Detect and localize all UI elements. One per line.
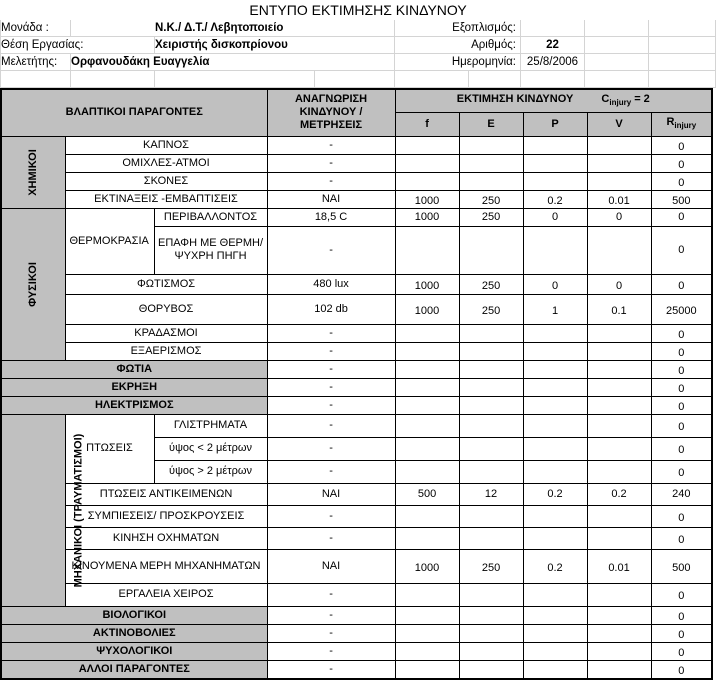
r-cell: 0 <box>651 136 712 154</box>
f-cell[interactable]: 1000 <box>395 294 459 324</box>
exoplismos-label: Εξοπλισμός: <box>395 20 521 37</box>
r-cell: 0 <box>651 583 712 606</box>
recognition-cell[interactable]: 18,5 C <box>267 208 395 226</box>
table-row <box>1 583 712 606</box>
recognition-cell[interactable]: ΝΑΙ <box>267 190 395 208</box>
table-row <box>1 606 712 624</box>
table-row <box>1 642 712 660</box>
table-row <box>1 414 712 437</box>
table-row <box>1 378 712 396</box>
header-r-sub: injury <box>674 121 697 131</box>
table-row <box>1 208 712 226</box>
recognition-cell[interactable]: - <box>267 624 395 642</box>
recognition-cell[interactable]: - <box>267 583 395 606</box>
imerominia-label: Ημερομηνία: <box>395 54 521 71</box>
factor-label: ΓΛΙΣΤΡΗΜΑΤΑ <box>154 414 267 437</box>
r-cell: 0 <box>651 437 712 460</box>
arithmos-label: Αριθμός: <box>395 37 521 54</box>
factor-label: ΑΚΤΙΝΟΒΟΛΙΕΣ <box>1 624 267 642</box>
recognition-cell[interactable]: - <box>267 437 395 460</box>
header-estimation-label: ΕΚΤΙΜΗΣΗ ΚΙΝΔΥΝΟΥ <box>456 92 574 105</box>
monada-value[interactable]: Ν.Κ./ Δ.Τ./ Λεβητοποιείο <box>71 20 395 37</box>
e-cell[interactable]: 250 <box>459 549 523 583</box>
r-cell: 0 <box>651 154 712 172</box>
v-cell[interactable]: 0 <box>587 274 651 294</box>
r-cell: 0 <box>651 378 712 396</box>
recognition-cell[interactable]: - <box>267 642 395 660</box>
thesi-value[interactable]: Χειριστής δισκοπρίονου <box>155 37 395 54</box>
p-cell[interactable]: 0 <box>523 274 587 294</box>
recognition-cell[interactable]: 102 db <box>267 294 395 324</box>
r-cell: 0 <box>651 527 712 549</box>
group-mechanical-label: ΜΗΧΑΝΙΚΟΙ (ΤΡΑΥΜΑΤΙΣΜΟΙ) <box>72 433 85 587</box>
p-cell[interactable]: 0.2 <box>523 483 587 505</box>
factor-label: ΦΩΤΙΣΜΟΣ <box>65 274 267 294</box>
v-cell[interactable]: 0.2 <box>587 483 651 505</box>
header-v: V <box>587 112 651 136</box>
r-cell: 0 <box>651 642 712 660</box>
factor-label: ΟΜΙΧΛΕΣ-ΑΤΜΟΙ <box>65 154 267 172</box>
r-cell: 0 <box>651 208 712 226</box>
table-row <box>1 294 712 324</box>
factor-label: ΘΟΡΥΒΟΣ <box>65 294 267 324</box>
recognition-cell[interactable]: - <box>267 414 395 437</box>
e-cell[interactable]: 12 <box>459 483 523 505</box>
r-cell: 240 <box>651 483 712 505</box>
factor-label: ύψος > 2 μέτρων <box>154 460 267 483</box>
table-row <box>1 624 712 642</box>
imerominia-value[interactable]: 25/8/2006 <box>521 54 585 71</box>
r-cell: 500 <box>651 549 712 583</box>
factor-label: ΣΥΜΠΙΕΣΕΙΣ/ ΠΡΟΣΚΡΟΥΣΕΙΣ <box>65 505 267 527</box>
f-cell[interactable]: 1000 <box>395 274 459 294</box>
risk-table <box>0 88 713 680</box>
r-cell: 0 <box>651 414 712 437</box>
r-cell: 0 <box>651 396 712 414</box>
r-cell: 0 <box>651 342 712 360</box>
factor-label: ΕΞΑΕΡΙΣΜΟΣ <box>65 342 267 360</box>
header-c-value: = 2 <box>631 92 650 105</box>
factor-label: ΠΤΩΣΕΙΣ ΑΝΤΙΚΕΙΜΕΝΩΝ <box>65 483 267 505</box>
recognition-cell[interactable]: - <box>267 154 395 172</box>
recognition-cell[interactable]: - <box>267 396 395 414</box>
v-cell[interactable]: 0.01 <box>587 190 651 208</box>
factor-label: ΨΥΧΟΛΟΓΙΚΟΙ <box>1 642 267 660</box>
group-chemical-label: ΧΗΜΙΚΟΙ <box>26 148 39 196</box>
factor-label: ΕΚΡΗΞΗ <box>1 378 267 396</box>
table-row <box>1 190 712 208</box>
r-cell: 0 <box>651 505 712 527</box>
r-cell: 25000 <box>651 294 712 324</box>
r-cell: 500 <box>651 190 712 208</box>
table-row <box>1 154 712 172</box>
header-recognition: ΑΝΑΓΝΩΡΙΣΗ ΚΙΝΔΥΝΟΥ / ΜΕΤΡΗΣΕΙΣ <box>267 89 395 136</box>
group-physical <box>1 208 65 360</box>
table-row <box>1 505 712 527</box>
f-cell[interactable]: 1000 <box>395 208 459 226</box>
meletitis-label: Μελετήτης: <box>1 54 71 71</box>
v-cell[interactable]: 0.01 <box>587 549 651 583</box>
p-cell[interactable]: 0.2 <box>523 549 587 583</box>
table-row <box>1 342 712 360</box>
recognition-cell[interactable]: - <box>267 527 395 549</box>
factor-label: ΕΡΓΑΛΕΙΑ ΧΕΙΡΟΣ <box>65 583 267 606</box>
table-row <box>1 549 712 583</box>
recognition-cell[interactable]: - <box>267 324 395 342</box>
r-cell: 0 <box>651 226 712 274</box>
f-cell[interactable]: 1000 <box>395 190 459 208</box>
group-mechanical <box>1 414 85 606</box>
recognition-cell[interactable]: - <box>267 136 395 154</box>
group-physical-label: ΦΥΣΙΚΟΙ <box>26 261 39 307</box>
factor-label: ύψος < 2 μέτρων <box>154 437 267 460</box>
header-r-label: R <box>666 115 675 128</box>
exoplismos-value[interactable] <box>521 20 585 37</box>
e-cell[interactable]: 250 <box>459 190 523 208</box>
f-cell[interactable]: 1000 <box>395 549 459 583</box>
recognition-cell[interactable]: ΝΑΙ <box>267 549 395 583</box>
table-row <box>1 136 712 154</box>
factor-label: ΚΙΝΟΥΜΕΝΑ ΜΕΡΗ ΜΗΧΑΝΗΜΑΤΩΝ <box>65 549 267 583</box>
recognition-cell[interactable]: - <box>267 505 395 527</box>
factor-label: ΠΕΡΙΒΑΛΛΟΝΤΟΣ <box>154 208 267 226</box>
header-c-sub: injury <box>609 97 632 107</box>
thesi-label: Θέση Εργασίας: <box>1 37 155 54</box>
factor-label: ΑΛΛΟΙ ΠΑΡΑΓΟΝΤΕΣ <box>1 660 267 679</box>
recognition-cell[interactable]: - <box>267 660 395 679</box>
factor-label: ΚΑΠΝΟΣ <box>65 136 267 154</box>
recognition-cell[interactable]: - <box>267 226 395 274</box>
v-cell[interactable]: 0.1 <box>587 294 651 324</box>
r-cell: 0 <box>651 624 712 642</box>
header-p: P <box>523 112 587 136</box>
factor-label: ΣΚΟΝΕΣ <box>65 172 267 190</box>
recognition-cell[interactable]: - <box>267 172 395 190</box>
e-cell[interactable]: 250 <box>459 294 523 324</box>
table-row <box>1 396 712 414</box>
v-cell[interactable]: 0 <box>587 208 651 226</box>
header-r <box>651 112 712 136</box>
p-cell[interactable]: 0.2 <box>523 190 587 208</box>
table-row <box>1 172 712 190</box>
recognition-cell[interactable]: ΝΑΙ <box>267 483 395 505</box>
form-header <box>0 0 716 88</box>
factor-label: ΦΩΤΙΑ <box>1 360 267 378</box>
table-row <box>1 324 712 342</box>
recognition-cell[interactable]: - <box>267 360 395 378</box>
factor-label: ΕΚΤΙΝΑΞΕΙΣ -ΕΜΒΑΠΤΙΣΕΙΣ <box>65 190 267 208</box>
e-cell[interactable]: 250 <box>459 208 523 226</box>
monada-label: Μονάδα : <box>1 20 71 37</box>
factor-label: ΚΙΝΗΣΗ ΟΧΗΜΑΤΩΝ <box>65 527 267 549</box>
thermokrasia-label: ΘΕΡΜΟΚΡΑΣΙΑ <box>65 208 154 274</box>
recognition-cell[interactable]: - <box>267 606 395 624</box>
table-row <box>1 274 712 294</box>
p-cell[interactable]: 0 <box>523 208 587 226</box>
header-c-label: C <box>601 92 610 105</box>
header-f: f <box>395 112 459 136</box>
group-chemical <box>1 136 65 208</box>
f-cell[interactable]: 500 <box>395 483 459 505</box>
r-cell: 0 <box>651 606 712 624</box>
recognition-cell[interactable]: - <box>267 460 395 483</box>
factor-label: ΕΠΑΦΗ ΜΕ ΘΕΡΜΗ/ ΨΥΧΡΗ ΠΗΓΗ <box>154 226 267 274</box>
table-row <box>1 660 712 679</box>
meletitis-value[interactable]: Ορφανουδάκη Ευαγγελία <box>71 54 395 71</box>
table-row <box>1 527 712 549</box>
arithmos-value[interactable]: 22 <box>521 37 585 54</box>
r-cell: 0 <box>651 460 712 483</box>
recognition-cell[interactable]: 480 lux <box>267 274 395 294</box>
table-row <box>1 360 712 378</box>
table-row <box>1 483 712 505</box>
factor-label: ΚΡΑΔΑΣΜΟΙ <box>65 324 267 342</box>
r-cell: 0 <box>651 360 712 378</box>
r-cell: 0 <box>651 274 712 294</box>
r-cell: 0 <box>651 172 712 190</box>
r-cell: 0 <box>651 660 712 679</box>
factor-label: ΗΛΕΚΤΡΙΣΜΟΣ <box>1 396 267 414</box>
recognition-cell[interactable]: - <box>267 342 395 360</box>
header-factors: ΒΛΑΠΤΙΚΟΙ ΠΑΡΑΓΟΝΤΕΣ <box>1 89 267 136</box>
factor-label: ΒΙΟΛΟΓΙΚΟΙ <box>1 606 267 624</box>
form-title: ΕΝΤΥΠΟ ΕΚΤΙΜΗΣΗΣ ΚΙΝΔΥΝΟΥ <box>1 1 716 20</box>
r-cell: 0 <box>651 324 712 342</box>
recognition-cell[interactable]: - <box>267 378 395 396</box>
ptoseis-label: ΠΤΩΣΕΙΣ <box>65 414 154 483</box>
header-e: E <box>459 112 523 136</box>
header-estimation <box>395 89 712 112</box>
p-cell[interactable]: 1 <box>523 294 587 324</box>
e-cell[interactable]: 250 <box>459 274 523 294</box>
